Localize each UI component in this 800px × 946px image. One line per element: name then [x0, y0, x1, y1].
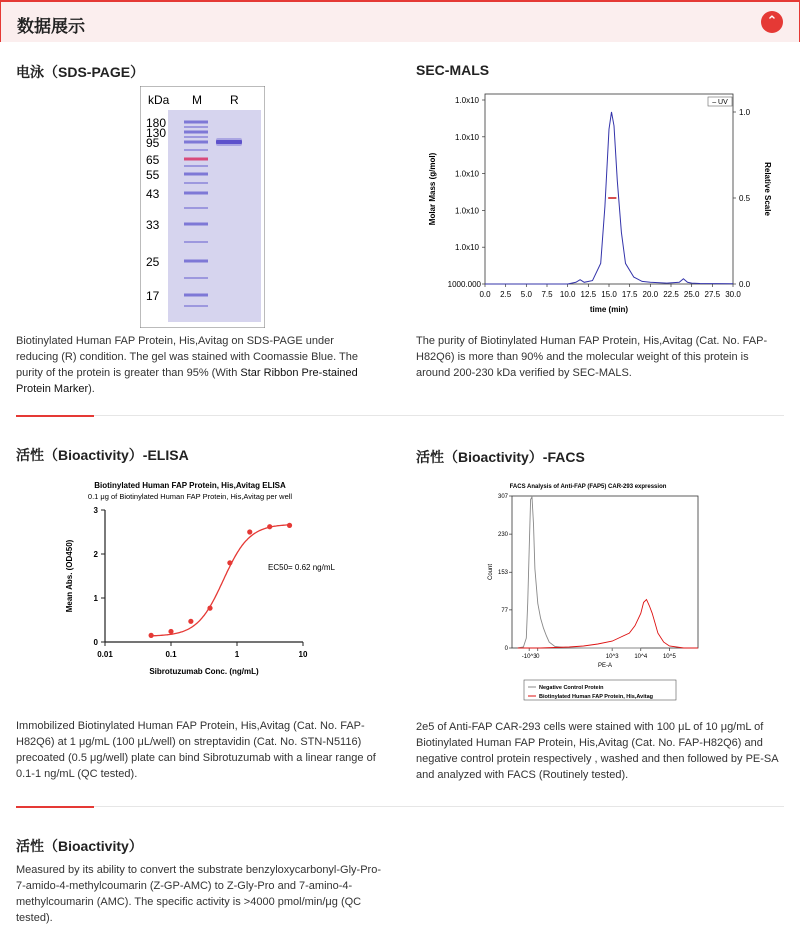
y-tick-label: 1.0x10: [454, 96, 479, 105]
x-tick-label: 15.0: [601, 290, 617, 299]
y-tick-label: 1.0x10: [454, 206, 479, 216]
legend-entry: Biotinylated Human FAP Protein, His,Avitag: [539, 694, 653, 700]
gel-marker-label: 25: [146, 255, 160, 269]
plot-frame: [512, 496, 698, 648]
y-tick-label: 153: [497, 570, 508, 577]
ec50-annotation: EC50= 0.62 ng/mL: [268, 563, 335, 572]
chart-subtitle: 0.1 μg of Biotinylated Human FAP Protein, His,Avitag per well: [87, 492, 293, 501]
divider: [16, 806, 784, 807]
marker-band: [184, 223, 208, 226]
facs-chart: [478, 476, 700, 702]
data-point: [168, 629, 173, 634]
x-tick-label: 27.5: [704, 290, 721, 299]
marker-band: [184, 305, 208, 307]
marker-band: [184, 260, 208, 263]
elisa-chart: [40, 474, 340, 684]
x-tick-label: 7.5: [541, 290, 553, 299]
marker-band: [184, 136, 208, 138]
chart-title: FACS Analysis of Anti-FAP (FAP5) CAR-293 expression: [509, 484, 667, 490]
gel-lane-r: R: [230, 93, 239, 107]
marker-band: [184, 182, 208, 184]
gel-lane-m: M: [192, 93, 202, 107]
marker-band: [184, 149, 208, 151]
y-tick-label: 307: [497, 494, 508, 500]
gel-marker-label: 55: [146, 168, 160, 182]
marker-band: [184, 277, 208, 279]
y-tick-label: 1: [93, 594, 98, 603]
gel-marker-label: 33: [146, 218, 160, 232]
elisa-description: Immobilized Biotinylated Human FAP Protein, His,Avitag (Cat. No. FAP-H82Q6) at 1 μg/mL (100 μL/well) on streptavidin (Cat. No. STN-N5116) precoated (0.5 μg/well) plate can bind Sibrotuzumab with a linear range of 0.1-1 ng/mL (QC tested).: [16, 720, 376, 780]
activity-description: Measured by its ability to convert the substrate benzyloxycarbonyl-Gly-Pro-7-amido-4-methylcoumarin (Z-GP-AMC) to Z-Gly-Pro and 7-amino-4-methylcoumarin (AMC). The specific activity is >4000 pmol/min/μg (QC tested).: [16, 864, 381, 924]
facs-title: 活性（Bioactivity）-FACS: [416, 449, 585, 465]
divider: [16, 415, 784, 416]
chart-title: Biotinylated Human FAP Protein, His,Avitag ELISA: [94, 481, 286, 490]
data-point: [247, 529, 252, 534]
marker-band: [184, 207, 208, 209]
legend-entry: – UV: [712, 99, 728, 106]
legend-entry: Negative Control Protein: [539, 685, 604, 691]
x-tick-label: 0.1: [165, 650, 177, 659]
data-point: [267, 524, 272, 529]
marker-band: [184, 192, 208, 195]
x-tick-label: 10^3: [605, 654, 619, 660]
gel-kda-label: kDa: [148, 93, 170, 107]
gel-marker-label: 95: [146, 136, 160, 150]
y-axis-label: Mean Abs. (OD450): [65, 539, 74, 613]
x-tick-label: 0.0: [479, 290, 491, 299]
x-tick-label: 30.0: [725, 290, 741, 299]
gel-marker-label: 180: [146, 116, 167, 130]
y-tick-label: 1.0x10: [454, 243, 479, 253]
data-point: [207, 606, 212, 611]
x-tick-label: 10.0: [559, 290, 576, 299]
x-tick-label: 10: [298, 650, 308, 659]
x-tick-label: 5.0: [520, 290, 532, 299]
y2-tick-label: 0.5: [739, 194, 751, 203]
marker-band: [184, 173, 208, 176]
x-tick-label: 0: [536, 654, 540, 660]
x-axis-label: time (min): [589, 305, 629, 314]
x-axis-label: Sibrotuzumab Conc. (ng/mL): [149, 667, 259, 676]
x-tick-label: 10^5: [662, 654, 676, 660]
x-tick-label: 10^4: [634, 654, 648, 660]
section-header: [0, 0, 800, 42]
x-tick-label: 1: [234, 650, 240, 659]
x-tick-label: 20.0: [642, 290, 659, 299]
chevron-up-icon[interactable]: ⌃: [761, 11, 783, 33]
x-tick-label: 25.0: [683, 290, 700, 299]
x-tick-label: 12.5: [580, 290, 597, 299]
data-point: [287, 523, 292, 528]
y-tick-label: 1.0x10: [454, 169, 479, 179]
y-tick-label: 1.0x10: [454, 132, 479, 142]
sds-description: Biotinylated Human FAP Protein, His,Avitag on SDS-PAGE under reducing (R) condition. The gel was stained with Coomassie Blue. The purity of the protein is greater than 95% (With Star Ribbon Pre-stained Protein Marker).: [16, 335, 358, 395]
gel-marker-label: 43: [146, 187, 160, 201]
gel-marker-label: 65: [146, 153, 160, 167]
y2-axis-label: Relative Scale: [763, 162, 772, 216]
fit-curve: [151, 525, 289, 636]
y-axis-label: Molar Mass (g/mol): [428, 152, 437, 226]
y-tick-label: 3: [93, 506, 98, 515]
y-tick-label: 0: [504, 646, 508, 652]
marker-band: [184, 158, 208, 161]
x-tick-label: -10^3: [521, 654, 537, 660]
y-tick-label: 2: [93, 550, 98, 559]
data-point: [149, 633, 154, 638]
marker-band: [184, 294, 208, 297]
gel-marker-label: 130: [146, 126, 167, 140]
x-tick-label: 2.5: [500, 290, 512, 299]
x-tick-label: 22.5: [663, 290, 679, 299]
y-tick-label: 230: [497, 532, 508, 539]
x-axis-label: PE-A: [597, 663, 613, 669]
secmals-description: The purity of Biotinylated Human FAP Protein, His,Avitag (Cat. No. FAP-H82Q6) is more than 90% and the molecular weight of this protein is around 200-230 kDa verified by SEC-MALS.: [416, 335, 768, 379]
plot-frame: [485, 94, 733, 284]
gel-marker-label: 17: [146, 289, 160, 303]
sds-page-gel: [140, 86, 265, 328]
secmals-chart: [415, 86, 785, 324]
x-tick-label: 0.01: [97, 650, 113, 659]
activity-title: 活性（Bioactivity）: [16, 838, 143, 854]
marker-link[interactable]: Star Ribbon Pre-stained Protein Marker: [16, 367, 358, 395]
x-tick-label: 17.5: [621, 290, 638, 299]
elisa-title: 活性（Bioactivity）-ELISA: [16, 447, 189, 463]
histogram-line: [518, 600, 698, 649]
marker-band: [184, 241, 208, 243]
y-tick-label: 1000.000: [447, 280, 481, 289]
y-axis-label: Count: [488, 563, 494, 581]
y2-tick-label: 1.0: [739, 108, 751, 117]
y2-tick-label: 0.0: [739, 280, 751, 289]
secmals-title: SEC-MALS: [416, 62, 490, 78]
sds-title: 电泳（SDS-PAGE）: [16, 64, 145, 80]
marker-band: [184, 121, 208, 124]
histogram-line: [518, 497, 641, 648]
section-title: 数据展示: [17, 17, 85, 36]
data-point: [227, 560, 232, 565]
y-tick-label: 0: [93, 638, 98, 647]
y-tick-label: 77: [501, 607, 508, 614]
data-point: [188, 619, 193, 624]
marker-band: [184, 126, 208, 128]
marker-band: [184, 131, 208, 134]
facs-description: 2e5 of Anti-FAP CAR-293 cells were stained with 100 μL of 10 μg/mL of Biotinylated Human FAP Protein, His,Avitag (Cat. No. FAP-H82Q6) and negative control protein respectively , washed and then followed by PE-SA and analyzed with FACS (Routinely tested).: [416, 721, 778, 781]
marker-band: [184, 165, 208, 167]
marker-band: [184, 141, 208, 144]
